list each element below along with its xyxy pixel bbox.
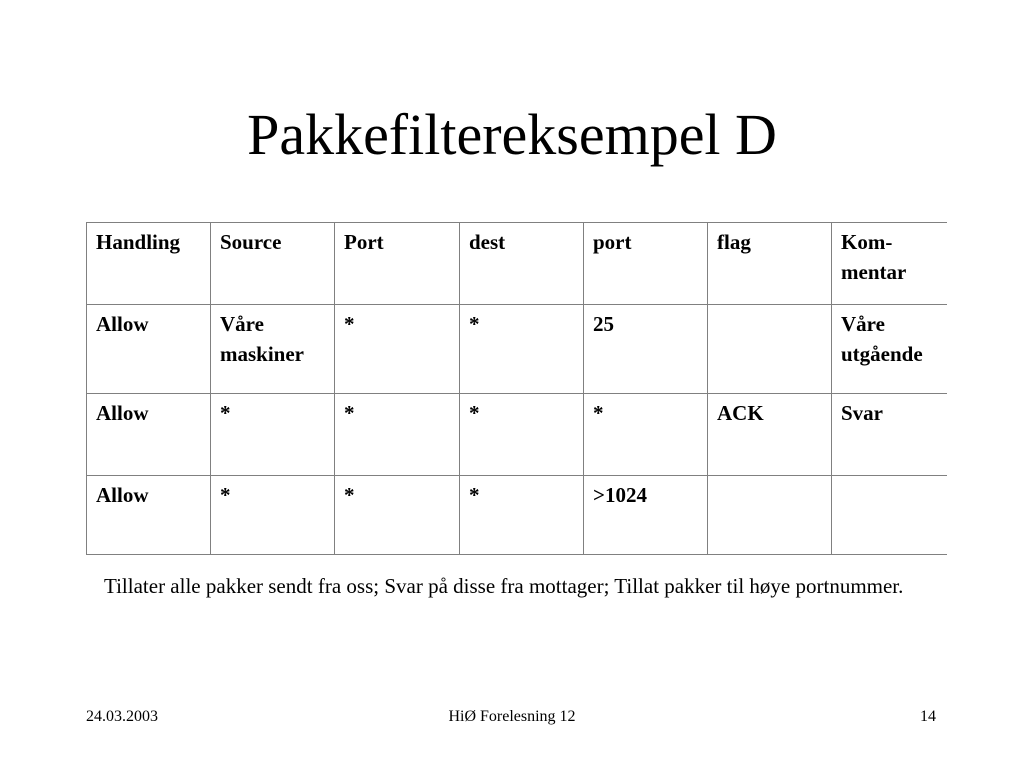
table-cell: * (211, 476, 335, 555)
table-header-cell: Handling (87, 223, 211, 305)
table-cell: Allow (87, 305, 211, 394)
table-cell: * (335, 394, 460, 476)
packet-filter-table (86, 222, 947, 555)
table-row (87, 305, 947, 394)
footer-date: 24.03.2003 (86, 708, 158, 725)
table-cell: Allow (87, 394, 211, 476)
slide-title: Pakkefiltereksempel D (247, 102, 777, 167)
table-cell: Allow (87, 476, 211, 555)
table-cell: * (335, 476, 460, 555)
footer-title: HiØ Forelesning 12 (448, 708, 576, 725)
table-header-cell: Source (211, 223, 335, 305)
table-cell: >1024 (584, 476, 708, 555)
table-cell: * (335, 305, 460, 394)
table-cell (708, 476, 832, 555)
table-cell: Våre maskiner (211, 305, 335, 394)
table-cell: Svar (832, 394, 947, 476)
table-cell: * (211, 394, 335, 476)
table-cell (708, 305, 832, 394)
table-cell: * (460, 305, 584, 394)
table-row (87, 394, 947, 476)
table-row (87, 476, 947, 555)
table-cell: 25 (584, 305, 708, 394)
table-cell: * (584, 394, 708, 476)
table-header-cell: port (584, 223, 708, 305)
table-cell: * (460, 394, 584, 476)
table-body (87, 223, 947, 555)
slide-caption: Tillater alle pakker sendt fra oss; Svar på disse fra mottager; Tillat pakker til høye portnummer. (104, 574, 904, 598)
table-header-cell: flag (708, 223, 832, 305)
table-cell: ACK (708, 394, 832, 476)
table-header-cell: dest (460, 223, 584, 305)
table-header-cell: Kom- mentar (832, 223, 947, 305)
table-cell: Våre utgående (832, 305, 947, 394)
table-header-row (87, 223, 947, 305)
footer-page-number: 14 (920, 708, 936, 725)
table-cell: * (460, 476, 584, 555)
table-cell (832, 476, 947, 555)
table-header-cell: Port (335, 223, 460, 305)
